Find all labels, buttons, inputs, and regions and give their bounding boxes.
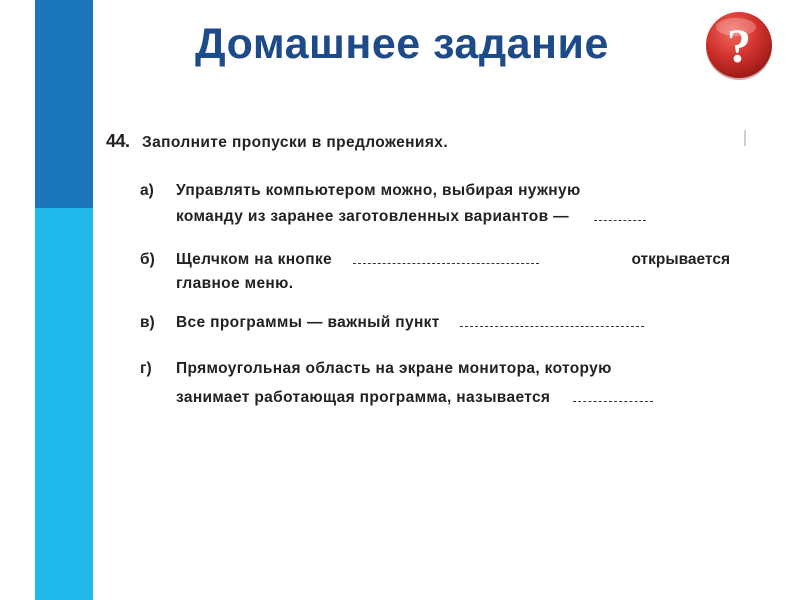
item-text: занимает работающая программа, называется: [176, 389, 551, 406]
item-text-line: [176, 314, 644, 332]
page-title: Домашнее задание: [195, 20, 609, 68]
item-text-line: [176, 251, 539, 269]
task-number: 44.: [106, 131, 130, 151]
task-item-d: [140, 360, 730, 416]
item-text-line: Управлять компьютером можно, выбирая нужную: [176, 182, 581, 199]
fill-blank[interactable]: [353, 251, 539, 264]
item-text: команду из заранее заготовленных вариантов —: [176, 208, 569, 225]
left-accent-bar-light: [35, 208, 93, 600]
svg-text:?: ?: [727, 20, 751, 73]
item-letter: а): [140, 182, 154, 199]
fill-blank[interactable]: [460, 314, 644, 327]
item-letter: г): [140, 360, 152, 377]
item-letter: в): [140, 314, 155, 331]
scan-edge-mark: [744, 130, 746, 146]
fill-blank[interactable]: [573, 389, 653, 402]
item-text-line: [176, 389, 653, 407]
fill-blank[interactable]: [594, 208, 646, 221]
item-text: открывается: [631, 251, 730, 268]
question-icon: [703, 10, 775, 82]
item-text-line: главное меню.: [176, 275, 294, 292]
item-text: Все программы — важный пункт: [176, 314, 440, 331]
task-item-b: [140, 251, 730, 301]
left-accent-bar-dark: [35, 0, 93, 208]
item-text-line: Прямоугольная область на экране монитора, которую: [176, 360, 612, 377]
item-text-line: [176, 208, 646, 226]
task-item-a: [140, 182, 730, 232]
item-text: Щелчком на кнопке: [176, 251, 333, 268]
task-heading: Заполните пропуски в предложениях.: [142, 134, 449, 151]
item-letter: б): [140, 251, 155, 268]
task-item-c: [140, 314, 730, 338]
